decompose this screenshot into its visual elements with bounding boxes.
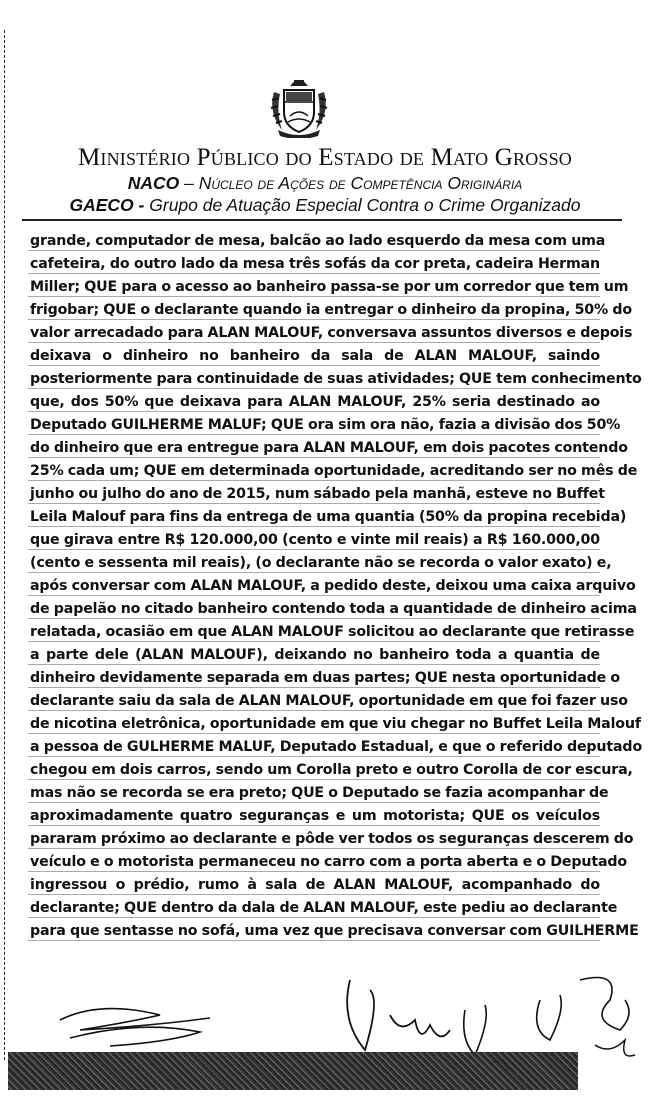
- text-line: pararam próximo ao declarante e pôde ver todos os seguranças descerem do: [30, 831, 634, 847]
- text-underline: [28, 940, 600, 941]
- text-line: aproximadamente quatro seguranças e um motorista; QUE os veículos: [30, 808, 600, 824]
- text-line: do dinheiro que era entregue para ALAN MALOUF, em dois pacotes contendo: [30, 440, 628, 456]
- naco-acronym: NACO: [127, 173, 180, 193]
- text-underline: [28, 526, 600, 527]
- gaeco-description: Grupo de Atuação Especial Contra o Crime Organizado: [149, 195, 581, 215]
- text-line: veículo e o motorista permaneceu no carro com a porta aberta e o Deputado: [30, 854, 628, 870]
- text-line: declarante; QUE dentro da dala de ALAN MALOUF, este pediu ao declarante: [30, 900, 618, 916]
- gaeco-separator: -: [133, 195, 150, 215]
- text-line: cafeteira, do outro lado da mesa três sofás da cor preta, cadeira Herman: [30, 256, 600, 272]
- text-line: junho ou julho do ano de 2015, num sábado pela manhã, esteve no Buffet: [30, 486, 605, 502]
- text-underline: [28, 365, 600, 366]
- text-line: Miller; QUE para o acesso ao banheiro passa-se por um corredor que tem um: [30, 279, 629, 295]
- text-line: relatada, ocasião em que ALAN MALOUF solicitou ao declarante que retirasse: [30, 624, 635, 640]
- text-line: chegou em dois carros, sendo um Corolla preto e outro Corolla de cor escura,: [30, 762, 633, 778]
- text-underline: [28, 549, 600, 550]
- text-underline: [28, 503, 600, 504]
- text-underline: [28, 802, 600, 803]
- text-line: dinheiro devidamente separada em duas partes; QUE nesta oportunidade o: [30, 670, 620, 686]
- text-underline: [28, 779, 600, 780]
- text-underline: [28, 687, 600, 688]
- text-underline: [28, 733, 600, 734]
- naco-separator: –: [179, 173, 199, 193]
- testimony-text: [30, 230, 643, 943]
- text-line: posteriormente para continuidade de suas atividades; QUE tem conhecimento: [30, 371, 642, 387]
- text-line: mas não se recorda se era preto; QUE o Deputado se fazia acompanhar de: [30, 785, 609, 801]
- gaeco-line: [0, 195, 650, 216]
- text-underline: [28, 595, 600, 596]
- text-underline: [28, 871, 600, 872]
- text-line: a parte dele (ALAN MALOUF), deixando no banheiro toda a quantia de: [30, 647, 600, 663]
- text-underline: [28, 710, 600, 711]
- text-line: após conversar com ALAN MALOUF, a pedido deste, deixou uma caixa arquivo: [30, 578, 636, 594]
- text-line: que girava entre R$ 120.000,00 (cento e vinte mil reais) a R$ 160.000,00: [30, 532, 600, 548]
- text-underline: [28, 411, 600, 412]
- text-line: 25% cada um; QUE em determinada oportunidade, acreditando ser no mês de: [30, 463, 638, 479]
- text-underline: [28, 434, 600, 435]
- redaction-bar: [8, 1052, 578, 1090]
- text-line: de nicotina eletrônica, oportunidade em que viu chegar no Buffet Leila Malouf: [30, 716, 641, 732]
- text-line: declarante saiu da sala de ALAN MALOUF, oportunidade em que foi fazer uso: [30, 693, 628, 709]
- coat-of-arms-seal: [268, 72, 330, 138]
- text-line: que, dos 50% que deixava para ALAN MALOUF, 25% seria destinado ao: [30, 394, 600, 410]
- text-line: (cento e sessenta mil reais), (o declarante não se recorda o valor exato) e,: [30, 555, 612, 571]
- text-underline: [28, 572, 600, 573]
- text-line: frigobar; QUE o declarante quando ia entregar o dinheiro da propina, 50% do: [30, 302, 632, 318]
- text-line: de papelão no citado banheiro contendo toda a quantidade de dinheiro acima: [30, 601, 637, 617]
- text-underline: [28, 848, 600, 849]
- text-underline: [28, 388, 600, 389]
- text-line: a pessoa de GULHERME MALUF, Deputado Estadual, e que o referido deputado: [30, 739, 643, 755]
- text-underline: [28, 273, 600, 274]
- text-underline: [28, 296, 600, 297]
- text-line: grande, computador de mesa, balcão ao lado esquerdo da mesa com uma: [30, 233, 606, 249]
- text-underline: [28, 664, 600, 665]
- text-underline: [28, 457, 600, 458]
- header-divider: [22, 219, 622, 221]
- text-underline: [28, 894, 600, 895]
- naco-description: Núcleo de Ações de Competência Originária: [198, 173, 523, 193]
- text-line: valor arrecadado para ALAN MALOUF, conversava assuntos diversos e depois: [30, 325, 633, 341]
- text-underline: [28, 641, 600, 642]
- text-underline: [28, 917, 600, 918]
- text-underline: [28, 319, 600, 320]
- text-underline: [28, 342, 600, 343]
- naco-line: [0, 173, 650, 194]
- text-underline: [28, 618, 600, 619]
- text-line: ingressou o prédio, rumo à sala de ALAN MALOUF, acompanhado do: [30, 877, 600, 893]
- text-underline: [28, 756, 600, 757]
- text-underline: [28, 250, 600, 251]
- text-line: Deputado GUILHERME MALUF; QUE ora sim ora não, fazia a divisão dos 50%: [30, 417, 621, 433]
- text-line: Leila Malouf para fins da entrega de uma quantia (50% da propina recebida): [30, 509, 627, 525]
- text-underline: [28, 825, 600, 826]
- text-line: para que sentasse no sofá, uma vez que precisava conversar com GUILHERME: [30, 923, 639, 939]
- text-underline: [28, 480, 600, 481]
- gaeco-acronym: GAECO: [69, 195, 134, 215]
- text-line: deixava o dinheiro no banheiro da sala de ALAN MALOUF, saindo: [30, 348, 600, 364]
- institution-title: Ministério Público do Estado de Mato Grosso: [77, 144, 573, 171]
